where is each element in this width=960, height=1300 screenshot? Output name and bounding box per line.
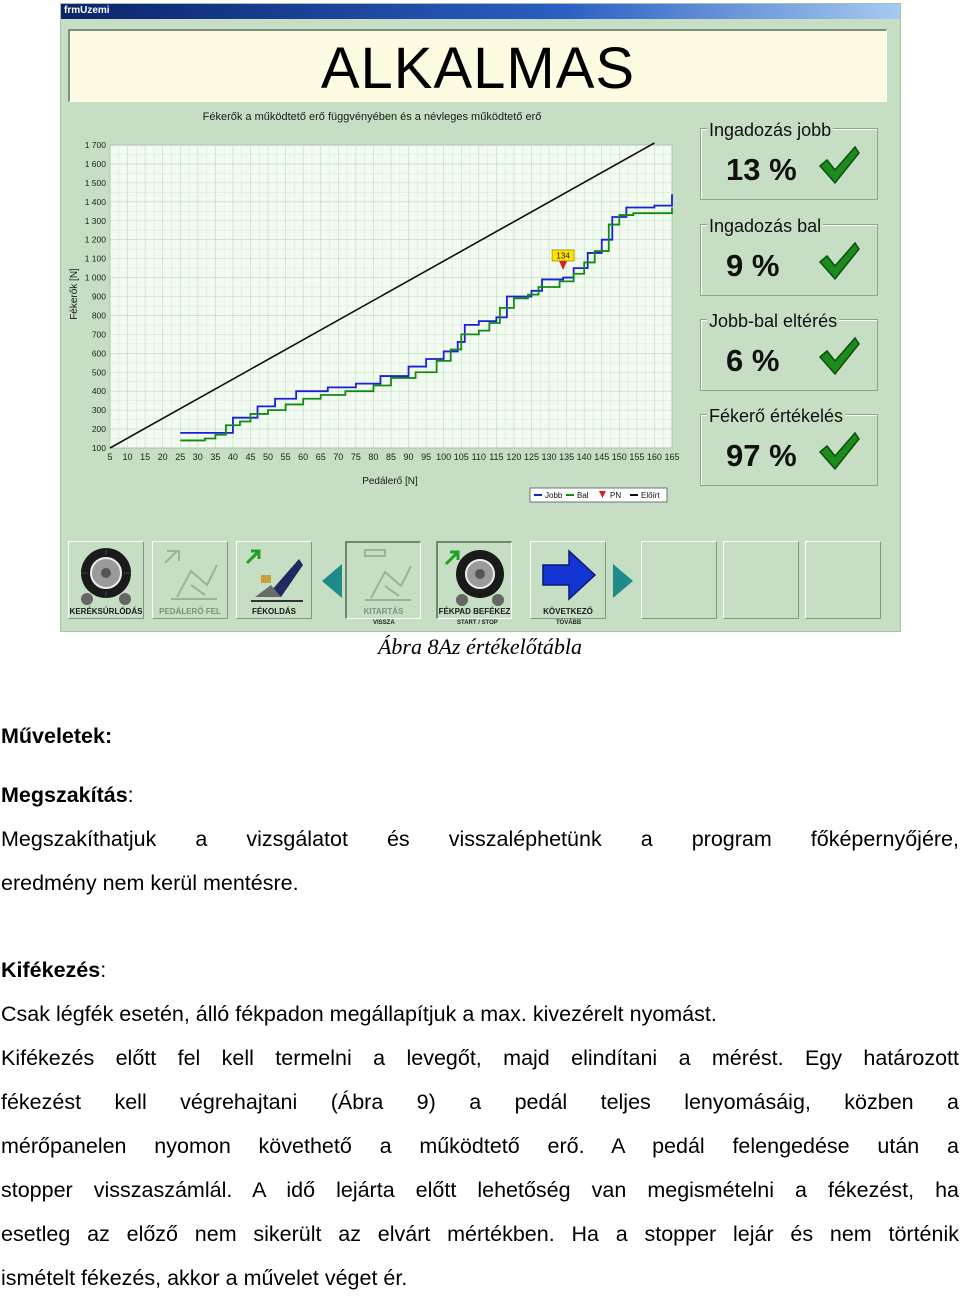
y-tick-label: 300 — [91, 405, 106, 416]
x-tick-label: 135 — [559, 452, 575, 462]
forward-arrow-icon[interactable] — [611, 564, 633, 598]
x-tick-label: 45 — [245, 452, 256, 462]
empty-slot-3 — [805, 541, 881, 619]
x-tick-label: 165 — [664, 452, 680, 462]
y-tick-label: 900 — [91, 291, 106, 302]
previous-arrow-icon[interactable] — [322, 564, 344, 598]
y-tick-label: 1 400 — [84, 196, 106, 207]
panel-value: 6 % — [726, 343, 780, 378]
pedal-force-up-button[interactable] — [152, 541, 228, 619]
pedal-icon — [157, 545, 223, 605]
wheel-icon — [73, 545, 139, 605]
empty-slot-1 — [641, 541, 717, 619]
x-tick-label: 75 — [350, 452, 361, 462]
button-label: PEDÁLERŐ FEL — [159, 607, 221, 616]
operations-heading — [1, 714, 959, 758]
x-tick-label: 50 — [263, 452, 274, 462]
brake-line-2: Kifékezés előtt fel kell termelni a levegőt, majd elindítani a mérést. Egy határozott — [1, 1046, 959, 1070]
x-tick-label: 120 — [506, 452, 522, 462]
panel-brake-force-evaluation — [700, 406, 878, 486]
legend-label: Előírt — [641, 491, 660, 500]
x-tick-label: 25 — [175, 452, 186, 462]
abort-colon: : — [127, 783, 134, 807]
checkmark-icon — [817, 429, 861, 473]
x-tick-label: 145 — [594, 452, 610, 462]
annotation-label: 134 — [556, 251, 570, 261]
x-tick-label: 125 — [523, 452, 540, 462]
start-stop-sublabel: START / STOP — [457, 620, 498, 626]
chart-title: Fékerők a működtető erő függvényében és a névleges működtető erő — [202, 111, 542, 123]
panel-value: 97 % — [726, 438, 797, 473]
x-tick-label: 65 — [315, 452, 326, 462]
x-tick-label: 30 — [192, 452, 203, 462]
brake-colon: : — [100, 958, 107, 982]
y-tick-label: 1 100 — [84, 253, 106, 264]
panel-left-variation — [700, 216, 878, 296]
x-tick-label: 55 — [280, 452, 291, 462]
x-tick-label: 115 — [489, 452, 504, 462]
x-tick-label: 35 — [210, 452, 221, 462]
operations-heading-text: Műveletek: — [1, 724, 113, 748]
x-tick-label: 155 — [629, 452, 645, 462]
window-title: frmUzemi — [64, 5, 110, 16]
next-sublabel: TOVÁBB — [556, 620, 582, 626]
next-button[interactable] — [530, 541, 606, 619]
legend-label: Jobb — [545, 491, 563, 500]
x-tick-label: 10 — [122, 452, 133, 462]
brake-release-button[interactable] — [236, 541, 312, 619]
panel-title: Ingadozás bal — [709, 216, 822, 236]
brake-heading — [1, 948, 959, 992]
panel-value: 13 % — [726, 152, 797, 187]
x-tick-label: 70 — [333, 452, 344, 462]
abort-line-2: eredmény nem kerül mentésre. — [1, 871, 299, 895]
y-tick-label: 1 000 — [84, 272, 106, 283]
wheel-friction-button[interactable] — [68, 541, 144, 619]
button-label: FÉKPAD BEFÉKEZ — [438, 607, 511, 616]
panel-title: Fékerő értékelés — [709, 406, 844, 426]
x-tick-label: 100 — [436, 452, 452, 462]
x-tick-label: 60 — [298, 452, 309, 462]
y-tick-label: 1 500 — [84, 177, 106, 188]
y-tick-label: 100 — [91, 443, 106, 453]
abort-title: Megszakítás — [1, 783, 128, 807]
x-tick-label: 15 — [140, 452, 151, 462]
x-tick-label: 130 — [541, 452, 557, 462]
panel-title: Ingadozás jobb — [709, 120, 832, 140]
hold-button[interactable] — [345, 541, 421, 619]
y-tick-label: 800 — [91, 310, 106, 321]
result-status: ALKALMAS — [320, 36, 636, 101]
roller-brake-icon — [442, 546, 508, 606]
chart-grid — [110, 145, 672, 448]
brake-line-3: fékezést kell végrehajtani (Ábra 9) a pedál teljes lenyomásáig, közben a — [1, 1090, 959, 1114]
legend-label: PN — [610, 491, 622, 500]
y-tick-label: 700 — [91, 329, 106, 340]
brake-line-6: esetleg az előző nem sikerült az elvárt mértékben. Ha a stopper lejár és nem történik — [1, 1222, 959, 1246]
chart-xlabel: Pedálerő [N] — [362, 476, 418, 487]
brake-line-7: ismételt fékezés, akkor a művelet véget ér. — [1, 1266, 408, 1290]
button-label: KÖVETKEZŐ — [543, 607, 593, 616]
button-label: KERÉKSÚRLÓDÁS — [69, 607, 143, 616]
checkmark-icon — [817, 334, 861, 378]
button-label: FÉKOLDÁS — [252, 607, 296, 616]
x-tick-label: 85 — [385, 452, 397, 462]
abort-heading — [1, 773, 959, 817]
button-label: KITARTÁS — [363, 607, 404, 616]
y-tick-label: 500 — [91, 367, 106, 378]
x-tick-label: 5 — [107, 452, 113, 462]
x-tick-label: 160 — [646, 452, 662, 462]
x-tick-label: 110 — [471, 452, 486, 462]
panel-value: 9 % — [726, 248, 780, 283]
brake-release-icon — [241, 545, 307, 605]
y-tick-label: 600 — [91, 348, 106, 359]
application-window — [60, 3, 901, 632]
brake-force-chart — [61, 104, 691, 509]
pedal-hold-icon — [351, 546, 417, 606]
x-tick-label: 150 — [611, 452, 627, 462]
brake-line-5: stopper visszaszámlál. A idő lejárta előtt lehetőség van megismételni a fékezést, ha — [1, 1178, 959, 1202]
x-tick-label: 20 — [157, 452, 168, 462]
abort-line-1: Megszakíthatjuk a vizsgálatot és visszaléphetünk a program főképernyőjére, — [1, 827, 959, 851]
figure-caption: Ábra 8Az értékelőtábla — [377, 634, 583, 659]
checkmark-icon — [817, 239, 861, 283]
y-tick-label: 1 700 — [84, 140, 106, 150]
y-tick-label: 1 200 — [84, 234, 106, 245]
y-tick-label: 1 600 — [84, 158, 106, 169]
panel-left-right-difference — [700, 311, 878, 391]
brake-line-1: Csak légfék esetén, álló fékpadon megállapítjuk a max. kivezérelt nyomást. — [1, 1002, 717, 1026]
x-tick-label: 90 — [403, 452, 414, 462]
x-tick-label: 80 — [368, 452, 379, 462]
x-tick-label: 95 — [421, 452, 432, 462]
x-tick-label: 105 — [453, 452, 469, 462]
checkmark-icon — [817, 143, 861, 187]
panel-title: Jobb-bal eltérés — [709, 311, 838, 331]
panel-right-variation — [700, 120, 878, 200]
chart-legend — [530, 488, 667, 502]
y-tick-label: 400 — [91, 386, 106, 397]
legend-label: Bal — [577, 491, 589, 500]
roller-brake-button[interactable] — [436, 541, 512, 619]
brake-line-4: mérőpanelen nyomon követhető a működtető erő. A pedál felengedése után a — [1, 1134, 959, 1158]
result-banner — [68, 29, 887, 102]
window-titlebar[interactable] — [61, 4, 900, 19]
chart-ylabel: Fékerők [N] — [69, 268, 80, 320]
brake-title: Kifékezés — [1, 958, 101, 982]
y-tick-label: 1 300 — [84, 215, 106, 226]
y-tick-label: 200 — [91, 424, 106, 435]
x-tick-label: 40 — [227, 452, 238, 462]
next-arrow-icon — [535, 545, 601, 605]
x-tick-label: 140 — [576, 452, 592, 462]
empty-slot-2 — [723, 541, 799, 619]
hold-sublabel: VISSZA — [373, 620, 395, 626]
